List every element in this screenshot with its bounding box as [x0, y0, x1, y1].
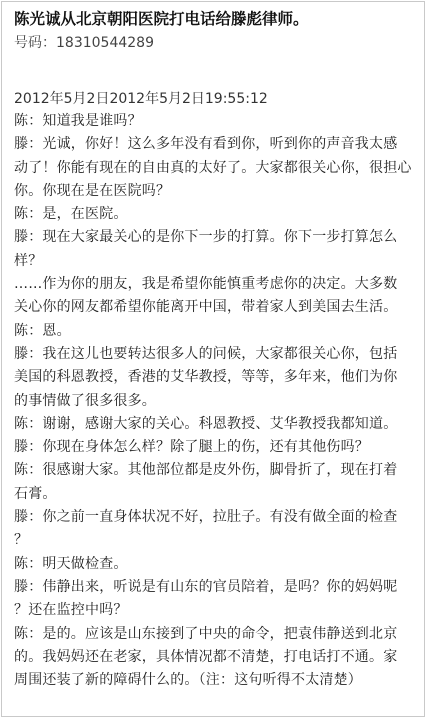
- transcript-line: 滕：你现在身体怎么样？除了腿上的伤，还有其他伤吗？: [14, 439, 369, 456]
- transcript-title: 陈光诚从北京朝阳医院打电话给滕彪律师。: [14, 10, 309, 28]
- transcript-line: 样？: [14, 252, 43, 269]
- document-frame: [1, 1, 425, 717]
- transcript-line: 石膏。: [14, 485, 57, 502]
- transcript-line: 陈：恩。: [14, 322, 71, 339]
- transcript-content: [14, 8, 414, 692]
- phone-number: 号码：18310544289: [14, 35, 154, 51]
- transcript-line: 陈：是，在医院。: [14, 206, 128, 223]
- transcript-line: 动了！你能有现在的自由真的太好了。大家都很关心你，很担心: [14, 159, 412, 176]
- transcript-line: 美国的科恩教授，香港的艾华教授，等等，多年来，他们为你: [14, 369, 398, 386]
- transcript-line: ？: [14, 532, 29, 549]
- transcript-line: 滕：光诚，你好！这么多年没有看到你，听到你的声音我太感: [14, 136, 398, 153]
- transcript-line: ？还在监控中吗？: [14, 602, 128, 619]
- transcript-line: 陈：是的。应该是山东接到了中央的命令，把袁伟静送到北京: [14, 625, 398, 642]
- blank-gap: [14, 54, 414, 88]
- transcript-line: 滕：你之前一直身体状况不好，拉肚子。有没有做全面的检查: [14, 509, 398, 526]
- transcript-line: 你。你现在是在医院吗？: [14, 182, 171, 199]
- transcript-line: 陈：明天做检查。: [14, 555, 128, 572]
- transcript-line: 周围还装了新的障碍什么的。（注：这句听得不太清楚）: [14, 672, 362, 689]
- transcript-line: 关心你的网友都希望你能离开中国，带着家人到美国去生活。: [14, 299, 398, 316]
- transcript-line: 陈：谢谢，感谢大家的关心。科恩教授、艾华教授我都知道。: [14, 415, 398, 432]
- transcript-line: 滕：伟静出来，听说是有山东的官员陪着，是吗？你的妈妈呢: [14, 578, 398, 595]
- transcript-line: 的。我妈妈还在老家，具体情况都不清楚，打电话打不通。家: [14, 648, 398, 665]
- transcript-line: 的事情做了很多很多。: [14, 392, 156, 409]
- transcript-line: 陈：很感谢大家。其他部位都是皮外伤，脚骨折了，现在打着: [14, 462, 398, 479]
- transcript-line: 滕：我在这儿也要转达很多人的问候，大家都很关心你，包括: [14, 345, 398, 362]
- transcript-line: ……作为你的朋友，我是希望你能慎重考虑你的决定。大多数: [14, 276, 398, 293]
- transcript-line: 陈：知道我是谁吗？: [14, 113, 142, 129]
- transcript-line: 滕：现在大家最关心的是你下一步的打算。你下一步打算怎么: [14, 229, 398, 246]
- call-timestamp: 2012年5月2日2012年5月2日19:55:12: [14, 91, 268, 107]
